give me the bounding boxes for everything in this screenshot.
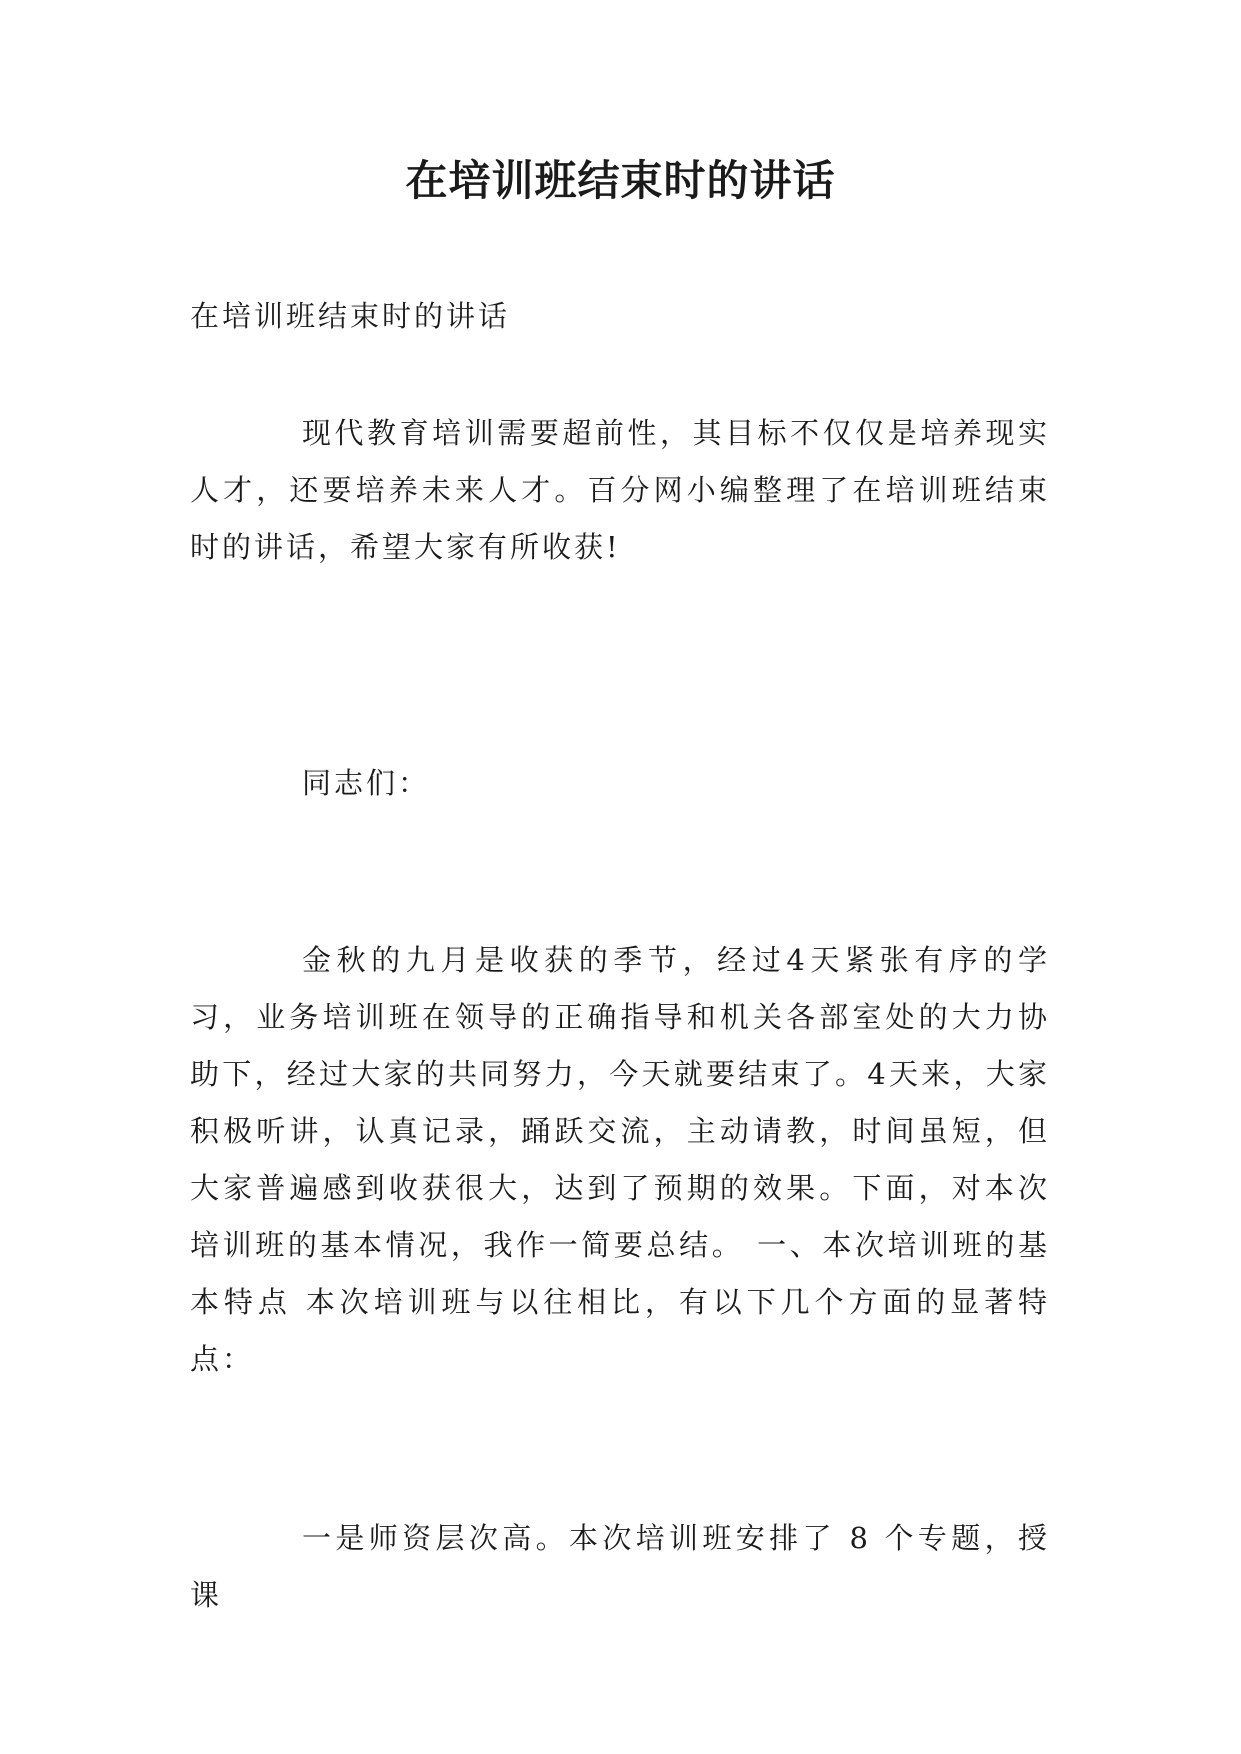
document-title: 在培训班结束时的讲话 bbox=[405, 156, 836, 205]
document-subtitle: 在培训班结束时的讲话 bbox=[190, 299, 511, 333]
paragraph-intro: 现代教育培训需要超前性，其目标不仅仅是培养现实人才，还要培养未来人才。百分网小编整理了在培训班结束时的讲话，希望大家有所收获! bbox=[190, 416, 1050, 564]
paragraph-summary: 金秋的九月是收获的季节，经过4天紧张有序的学习，业务培训班在领导的正确指导和机关各部室处的大力协助下，经过大家的共同努力，今天就要结束了。4天来，大家积极听讲，认真记录，踊跃交流，主动请教，时间虽短，但大家普遍感到收获很大，达到了预期的效果。下面，对本次培训班的基本情况，我作一简要总结。 一、本次培训班的基本特点 本次培训班与以往相比，有以下几个方面的显著特点： bbox=[190, 943, 1050, 1376]
paragraph-point-one: 一是师资层次高。本次培训班安排了 8 个专题，授课 bbox=[190, 1521, 1050, 1612]
paragraph-salutation: 同志们： bbox=[302, 766, 431, 800]
